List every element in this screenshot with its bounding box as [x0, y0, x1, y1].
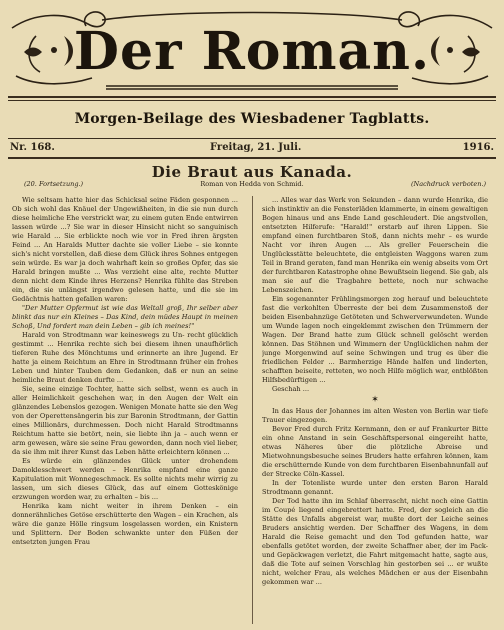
divider — [8, 100, 496, 101]
divider — [8, 157, 496, 159]
column-left — [12, 196, 238, 628]
masthead-title: Der Roman. — [73, 21, 431, 82]
issue-number: Nr. 168. — [10, 142, 55, 153]
column-divider — [252, 196, 253, 624]
paragraph: Sie, seine einzige Tochter, hatte sich selbst, wenn es auch in aller Heimlichkeit geschehen war, in den Augen der Welt ein glänzendes Lebenslos gezogen. Wenigen Monate hatte sie den Weg von der Operettensängerin bis zur Baronin Strodtmann, der Gattin eines Millionärs, durchmessen. Doch nicht Harald Strodtmanns Reichtum hatte sie betört, nein, sie liebte ihn ja – auch wenn er arm gewesen, wäre sie seine Frau geworden, dann noch viel lieber, da sie ihm mit ihrer Kunst das Leben hätte erleichtern können ... — [12, 385, 238, 456]
masthead — [6, 6, 498, 92]
divider — [8, 138, 496, 139]
issue-line — [10, 142, 494, 156]
paragraph: Harald von Strodtmann war keineswegs zu Un- recht glücklich gestimmt ... Henrika rechte sich bei diesem ihnen unaufhörlich tieferen Ruhe des Mönchtums und erinnerte an ihre Jugend. Er hatte ja einem Reichtum an Ehre in Strodtmann früher ein frohes Leben und hinter Tauben dem Gedanken, daß er nun an seine heimliche Braut denken durfte ... — [12, 331, 238, 384]
copyright-note: (Nachdruck verboten.) — [411, 180, 486, 188]
paragraph: Bevor Fred durch Fritz Kernmann, den er auf Frankurter Bitte ein ohne Anstand in sein Geschäftspersonal eingereiht hatte, etwas Näheres über die plötzliche Abreise und Mietwohnungsbesuche seines Bruders hatte erfahren können, kam die erschütternde Kunde von dem furchtbaren Eisenbahnunfall auf der Strecke Cöln-Kassel. — [262, 425, 488, 478]
paragraph: Der Tod hatte ihn im Schlaf überrascht, nicht noch eine Gattin im Coupé liegend eingebrettert hatte. Fred, der sogleich an die Stätte des Unfalls abgereist war, mußte dort der Leiche seines Bruders ansichtig werden. Der Schaffner des Wagens, in dem Harald die Reise gemacht und den Tod gefunden hatte, war ebenfalls getötet worden, der zweite Schaffner aber, der im Pack- und Gepäckwagen verletzt, die Fahrt mitgemacht hatte, sagte aus, daß die Tote auf seinen Vorschlag hin gestorben sei ... er wußte nicht, welcher Frau, als welches Mädchen er aus der Eisenbahn gekommen war ... — [262, 497, 488, 586]
paragraph: Ein sogenannter Frühlingsmorgen zog herauf und beleuchtete fast die verkohlten Überreste der bei dem Zusammenstoß der beiden Eisenbahnzüge Getöteten und Schwerverwundeten. Wunde um Wunde lagen noch eingeklemmt zwischen den Trümmern der Wagen. Der Brand hatte zum Glück schnell gelöscht werden können. Das Stöhnen und Wimmern der Unglücklichen nahm der junge Morgenwind auf seine Schwingen und trug es über die friedlichen Felder ... Barmherzige Hände halfen und linderten, schafften beiseite, retteten, wo noch Hilfe möglich war, entblößten Hilfsbedürftigen ... — [262, 295, 488, 384]
story-title: Die Braut aus Kanada. — [151, 163, 353, 181]
paragraph: ... Alles war das Werk von Sekunden – dann wurde Henrika, die sich instinktiv an die Fensterläden klammerte, in einem gewaltigen Bogen hinaus und ans Ende Land geschleudert. Die angstvollen, entsetzten Hilferufe: "Harald!" erstarb auf ihren Lippen. Sie empfand einen furchtbaren Stoß, dann nichts mehr – es wurde Nacht vor ihren Augen ... Als greller Feuerschein die Unglücksstätte beleuchtete, die entgleisten Waggons waren zum Teil in Brand geraten, fand man Henrika ein wenig abseits vom Ort der furchtbaren Katastrophe ohne Bewußtsein liegend. Sie gab, als man sie auf die Tragbahre bettete, noch nur schwache Lebenszeichen. — [262, 196, 488, 294]
paragraph: Henrika kam nicht weiter in ihrem Denken – ein donnerähnliches Getöse erschütterte den Wagen – ein Krachen, als wäre die ganze Hölle ringsum losgelassen worden, ein Knistern und Splittern. Der Boden schwankte unter den Füßen der entsetzten jungen Frau — [12, 502, 238, 546]
paragraph: Es würde ein glänzendes Glück unter drohendem Damoklesschwert werden – Henrika empfand eine ganze Kapitulation mit Wonnegeschmack. Es sollte nichts mehr wirrig zu lassen, um sich dieses Glück, das auf einem Gotteskönige erzwungen worden war, zu erhalten – bis ... — [12, 457, 238, 501]
paragraph: "Der Mutter Opfermut ist wie das Weltall groß, Ihr selber aber blinkt das nur ein Kleines – Das Kind, dein müdes Haupt in meinen Schoß, Und fordert man dein Leben – gib ich meines!" — [12, 304, 238, 330]
paragraph: In der Totenliste wurde unter den ersten Baron Harald Strodtmann genannt. — [262, 479, 488, 496]
masthead-subtitle: Morgen-Beilage des Wiesbadener Tagblatts. — [74, 111, 430, 127]
paragraph: In das Haus der Johannes im alten Westen von Berlin war tiefe Trauer eingezogen. — [262, 407, 488, 424]
paragraph: Wie seltsam hatte hier das Schicksal seine Fäden gesponnen ... Ob sich wohl das Knäuel der Ungewißheiten, in die sie nun durch diese heimliche Ehe verstrickt war, zu einem guten Ende entwirren lassen würde ...? Sie war in dieser Hinsicht nicht so sanguinisch wie Harald ... Sie erblickte noch wie vor in Fred ihren ärgsten Feind ... An Haralds Mutter dachte sie voller Liebe – sie konnte sich's nicht vorstellen, daß diese dem Glück ihres Sohnes entgegen sein würde. Es war ja doch wahrhaft kein so großes Opfer, das sie Harald bringen mußte ... Was verzieht eine alte, rechte Mutter denn nicht dem Kinde ihres Herzens? Henrika fühlte das Streben ein, die sie unlängst irgendwo gelesen hatte, und die sie im Gedächtnis hatten gefallen waren: — [12, 196, 238, 303]
issue-year: 1916. — [462, 142, 494, 153]
paragraph: Geschah ... — [272, 385, 310, 393]
continuation-note: (20. Fortsetzung.) — [24, 180, 84, 188]
column-right — [262, 196, 488, 628]
section-separator: ✶ — [371, 395, 379, 405]
issue-date: Freitag, 21. Juli. — [210, 142, 302, 153]
story-byline: Roman von Hedda von Schmid. — [200, 180, 304, 188]
divider — [8, 96, 496, 98]
